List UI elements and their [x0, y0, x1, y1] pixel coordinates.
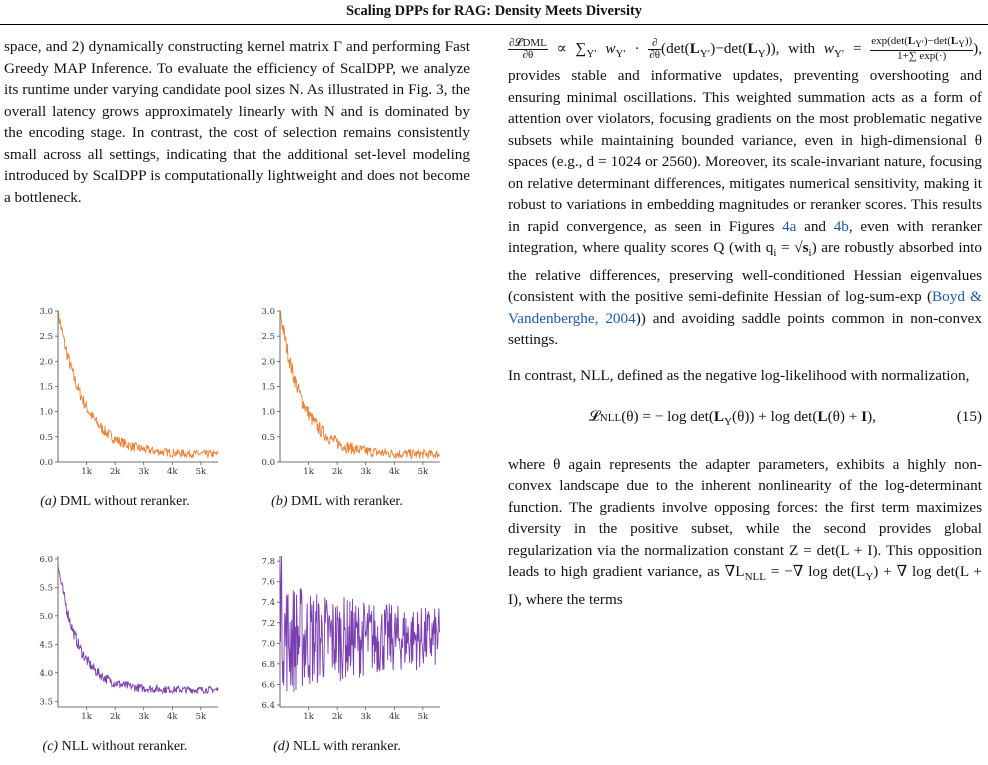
panel-a [24, 305, 224, 480]
chart-a [24, 305, 224, 480]
x-tick-label: 4k [389, 467, 400, 477]
caption-text: DML with reranker. [290, 494, 403, 509]
right-text-3: are robustly absorbed into the relative differences, preserving well-conditioned Hessian eigenvalues (consistent with the positive semi-definite Hessian of log-sum-exp ( [508, 239, 982, 306]
y-tick-label: 1.5 [39, 382, 53, 393]
x-tick-label: 1k [81, 467, 92, 477]
x-tick-label: 2k [331, 712, 343, 722]
axes [280, 556, 440, 707]
right-text-5: where θ again represents the adapter parameters, exhibits a highly non-convex landscape due to the inherent nonlinearity of the log-determinant function. The gradients involve opposing forces: the first term maximizes diversity in the positive subset, while the second provides global regularization via the normalization constant Z = det(L + I). This opposition leads to high gradient variance, as ∇L [508, 455, 982, 581]
chart-b [246, 305, 446, 480]
gradient-formula: $\frac{\text{∂𝓛DML}}{\partial\theta}$ ∝ $\sum_{Y'}$ $w_{Y'}$ · $\frac{\partial}{\partial\theta}$ $(\det(L_{Y'})-\det(L_Y))$, with $w_{Y'}$ = $\frac{\exp(\det(L_{Y'})-\det(L_Y))}{1+\sum \exp(\cdot)}$ ), [509, 35, 983, 63]
running-header [0, 0, 988, 25]
x-tick-label: 2k [109, 467, 121, 477]
x-tick-label: 3k [360, 467, 371, 477]
x-tick-label: 4k [167, 712, 178, 722]
panel-b [246, 305, 446, 480]
x-tick-label: 1k [303, 712, 314, 722]
right-paragraph-1: $\frac{\text{∂𝓛DML}}{\partial\theta}$ ∝ $\sum_{Y'}$ $w_{Y'}$ · $\frac{\partial}{\partial\theta}$ $(\det(L_{Y'})-\det(L_Y))$, with $w_{Y'}$ = $\frac{\exp(\det(L_{Y'})-\det(L_Y))}{1+\sum \exp(\cdot)}$ ), provides stable and informative updates, preventing overshooting and ensuring minimal oscillations. This weighted summation acts as a form of attention over violators, focusing gradients on the most problematic negative subsets while maintaining bounded variance, even in high-dimensional θ spaces (e.g., d = 1024 or 2560). Moreover, its scale-invariant nature, focusing on relative determinant differences, mitigates numerical sensitivity, making it robust to variations in embedding magnitudes or reranker scores. This results in rapid convergence, as seen in Figures 4a and 4b, even with reranker integration, where quality scores Q (with $q_i = √s_i$) are robustly absorbed into the relative differences, preserving well-conditioned Hessian eigenvalues (consistent with the positive semi-definite Hessian of log-sum-exp (Boyd & Vandenberghe, 2004)) and avoiding saddle points common in non-convex settings. [508, 35, 983, 349]
left-column [4, 36, 470, 208]
y-tick-label: 0.5 [39, 432, 53, 443]
caption-label: (d) [273, 739, 293, 754]
header-title: Scaling DPPs for RAG: Density Meets Diversity [345, 3, 643, 19]
caption-c [4, 739, 226, 755]
right-text-1: provides stable and informative updates, preventing overshooting and ensuring minimal oscillations. This weighted summation acts as a form of attention over violators, focusing gradients on the most problematic negative subsets while maintaining bounded variance, even in high-dimensional θ spaces (e.g., d = 1024 or 2560). Moreover, its scale-invariant nature, focusing on relative determinant differences, mitigates numerical sensitivity, making it robust to variations in embedding magnitudes or reranker scores. This results in rapid convergence, as seen in Figures [508, 67, 982, 235]
y-tick-label: 1.0 [39, 407, 53, 418]
loss-curve [58, 565, 218, 694]
caption-text: DML without reranker. [60, 494, 190, 509]
x-tick-label: 4k [389, 712, 400, 722]
panel-c [24, 550, 224, 725]
citation-boyd[interactable]: Boyd & Vandenberghe, 2004 [508, 288, 982, 327]
link-fig-4a[interactable]: 4a [782, 217, 797, 235]
x-tick-label: 4k [167, 467, 178, 477]
x-tick-label: 5k [195, 467, 207, 477]
y-tick-label: 3.0 [261, 307, 275, 317]
caption-label: (a) [40, 494, 61, 509]
y-tick-label: 5.5 [39, 583, 53, 594]
axes [280, 311, 440, 462]
caption-text: NLL without reranker. [61, 739, 188, 754]
caption-d [226, 739, 448, 755]
axes [58, 311, 218, 462]
caption-a [4, 494, 226, 510]
right-paragraph-2: In contrast, NLL, defined as the negative log-likelihood with normalization, [508, 366, 970, 384]
y-tick-label: 6.4 [261, 700, 275, 711]
left-paragraph: space, and 2) dynamically constructing kernel matrix Γ and performing Fast Greedy MAP Inference. To evaluate the efficiency of ScalDPP, we analyze its runtime under varying candidate pool sizes N. As illustrated in Fig. 3, the overall latency grows approximately linearly with N and is dominated by the encoding stage. In contrast, the cost of selection remains consistently small across all settings, indicating that the additional set-level modeling introduced by ScalDPP is computationally lightweight and does not become a bottleneck. [4, 38, 470, 206]
x-tick-label: 5k [195, 712, 207, 722]
y-tick-label: 7.8 [261, 557, 275, 568]
y-tick-label: 0.0 [39, 458, 53, 468]
y-tick-label: 2.0 [261, 357, 275, 368]
caption-b [226, 494, 448, 510]
caption-label: (c) [42, 739, 62, 754]
link-fig-4b[interactable]: 4b [833, 217, 849, 235]
y-tick-label: 5.0 [39, 611, 53, 622]
right-text-7: ) + ∇ log det(L + I), where the terms [508, 563, 982, 608]
loss-curve [58, 311, 218, 458]
right-text-2: , even with reranker integration, where quality scores Q (with q [508, 217, 982, 257]
y-tick-label: 1.5 [261, 382, 275, 393]
x-tick-label: 3k [360, 712, 371, 722]
y-tick-label: 0.5 [261, 432, 275, 443]
y-tick-label: 7.4 [261, 598, 275, 609]
loss-curve [280, 311, 440, 459]
y-tick-label: 4.5 [39, 640, 53, 651]
panel-d [246, 550, 446, 725]
y-tick-label: 2.5 [261, 332, 275, 343]
chart-c [24, 550, 224, 725]
y-tick-label: 2.0 [39, 357, 53, 368]
y-tick-label: 0.0 [261, 458, 275, 468]
equation-15: 𝓛NLL(θ) = − $\log \det(L_Y(\theta)) + \log \det(L(\theta) + I)$, (15) [588, 408, 982, 429]
x-tick-label: 3k [138, 712, 149, 722]
right-column [508, 36, 982, 610]
x-tick-label: 5k [417, 712, 429, 722]
y-tick-label: 6.8 [261, 659, 275, 670]
y-tick-label: 4.0 [39, 668, 53, 679]
y-tick-label: 1.0 [261, 407, 275, 418]
x-tick-label: 5k [417, 467, 429, 477]
right-text-6: −∇ log det(L [784, 563, 866, 581]
x-tick-label: 1k [303, 467, 314, 477]
y-tick-label: 6.0 [39, 554, 53, 565]
caption-text: NLL with reranker. [292, 739, 401, 754]
y-tick-label: 7.0 [261, 639, 275, 650]
right-paragraph-3: where θ again represents the adapter parameters, exhibits a highly non-convex landscape due to the inherent nonlinearity of the log-determinant function. The gradients involve opposing forces: the first term maximizes diversity in the positive subset, while the second provides global regularization via the normalization constant Z = det(L + I). This opposition leads to high gradient variance, as $\nabla L_{NLL}$ = −∇ $\log \det(L_Y)$ + ∇ log det(L + I), where the terms [508, 455, 982, 608]
x-tick-label: 3k [138, 467, 149, 477]
caption-label: (b) [271, 494, 291, 509]
y-tick-label: 3.0 [39, 307, 53, 317]
x-tick-label: 2k [109, 712, 121, 722]
chart-d [246, 550, 446, 725]
y-tick-label: 2.5 [39, 332, 53, 343]
x-tick-label: 2k [331, 467, 343, 477]
right-text-4: )) and avoiding saddle points common in non-convex settings. [508, 309, 983, 349]
y-tick-label: 7.2 [261, 618, 275, 629]
y-tick-label: 6.6 [261, 680, 275, 691]
figure-loss-curves [4, 305, 470, 765]
y-tick-label: 7.6 [261, 577, 275, 588]
y-tick-label: 3.5 [39, 697, 53, 708]
equation-number: (15) [956, 408, 982, 426]
x-tick-label: 1k [81, 712, 92, 722]
loss-curve [280, 556, 440, 692]
